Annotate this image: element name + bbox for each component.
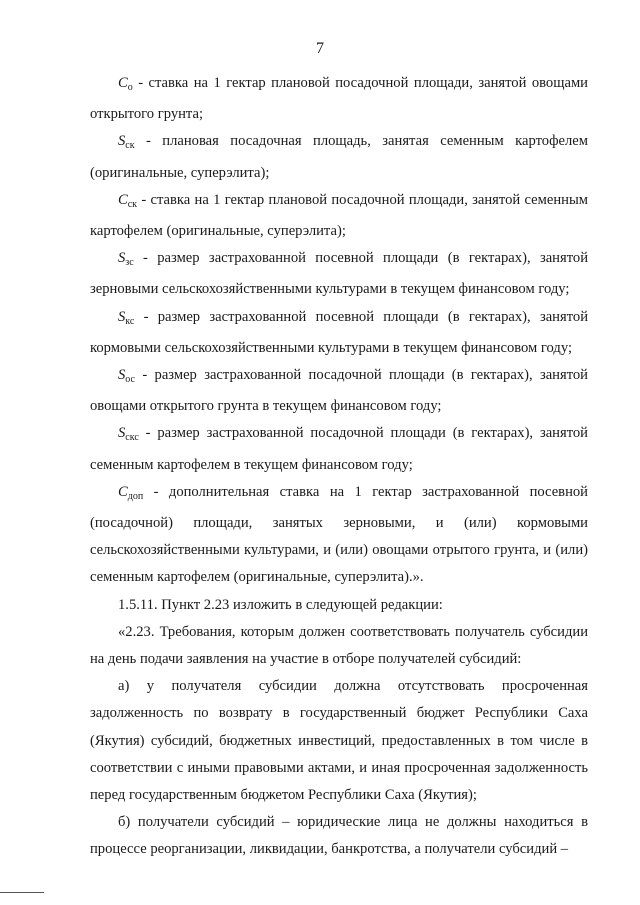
symbol: $C_{ск}$ <box>118 191 138 210</box>
paragraph-b: б) получатели субсидий – юридические лица не должны находиться в процессе реорганизации, ликвидации, банкротства, а получатели субсидий – <box>90 814 588 858</box>
definition-s-ks: $S_{кс}$ - размер застрахованной посевной площади (в гектарах), занятой кормовыми сельскохозяйственными культурами в текущем финансовом году; <box>90 308 588 356</box>
definition-s-sks: $S_{скс}$ - размер застрахованной посадочной площади (в гектарах), занятой семенным картофелем в текущем финансовом году; <box>90 425 588 473</box>
symbol: $C_{доп}$ <box>118 483 144 502</box>
symbol: $S_{зс}$ <box>118 250 134 269</box>
definition-s-os: $S_{ос}$ - размер застрахованной посадочной площади (в гектарах), занятой овощами открытого грунта в текущем финансовом году; <box>90 367 588 415</box>
definition-c-dop: $C_{доп}$ - дополнительная ставка на 1 гектар застрахованной посевной (посадочной) площади, занятых зерновыми, и (или) кормовыми сельскохозяйственными культурами, и (или) овощами отрытого грунта, и (или) семенным картофелем (оригинальные, суперэлита).». <box>90 483 588 586</box>
paragraph-2-23: «2.23. Требования, которым должен соответствовать получатель субсидии на день подачи заявления на участие в отборе получателей субсидий: <box>90 623 588 668</box>
definition-c-o: $C_о$ - ставка на 1 гектар плановой посадочной площади, занятой овощами открытого грунта; <box>90 75 588 123</box>
definition-c-sk: $C_{ск}$ - ставка на 1 гектар плановой посадочной площади, занятой семенным картофелем (оригинальные, суперэлита); <box>90 191 588 240</box>
symbol: $S_{кс}$ <box>118 308 135 327</box>
document-body <box>90 70 588 864</box>
page-number: 7 <box>316 40 324 57</box>
definition-s-zs: $S_{зс}$ - размер застрахованной посевной площади (в гектарах), занятой зерновыми сельскохозяйственными культурами в текущем финансовом году; <box>90 250 588 298</box>
symbol: $S_{ос}$ <box>118 367 135 386</box>
paragraph-a: а) у получателя субсидии должна отсутствовать просроченная задолженность по возврату в государственный бюджет Республики Саха (Якутия) субсидий, бюджетных инвестиций, предоставленных в том числе в соответствии с иными правовыми актами, и иная просроченная задолженность перед государственным бюджетом Республики Саха (Якутия); <box>90 678 588 804</box>
symbol: $S_{скс}$ <box>118 425 139 444</box>
scan-edge-mark <box>0 892 44 893</box>
definition-s-sk: $S_{ск}$ - плановая посадочная площадь, занятая семенным картофелем (оригинальные, суперэлита); <box>90 133 588 181</box>
symbol: $C_о$ <box>118 75 133 93</box>
paragraph-1-5-11: 1.5.11. Пункт 2.23 изложить в следующей редакции: <box>118 596 443 613</box>
symbol: $S_{ск}$ <box>118 133 135 152</box>
